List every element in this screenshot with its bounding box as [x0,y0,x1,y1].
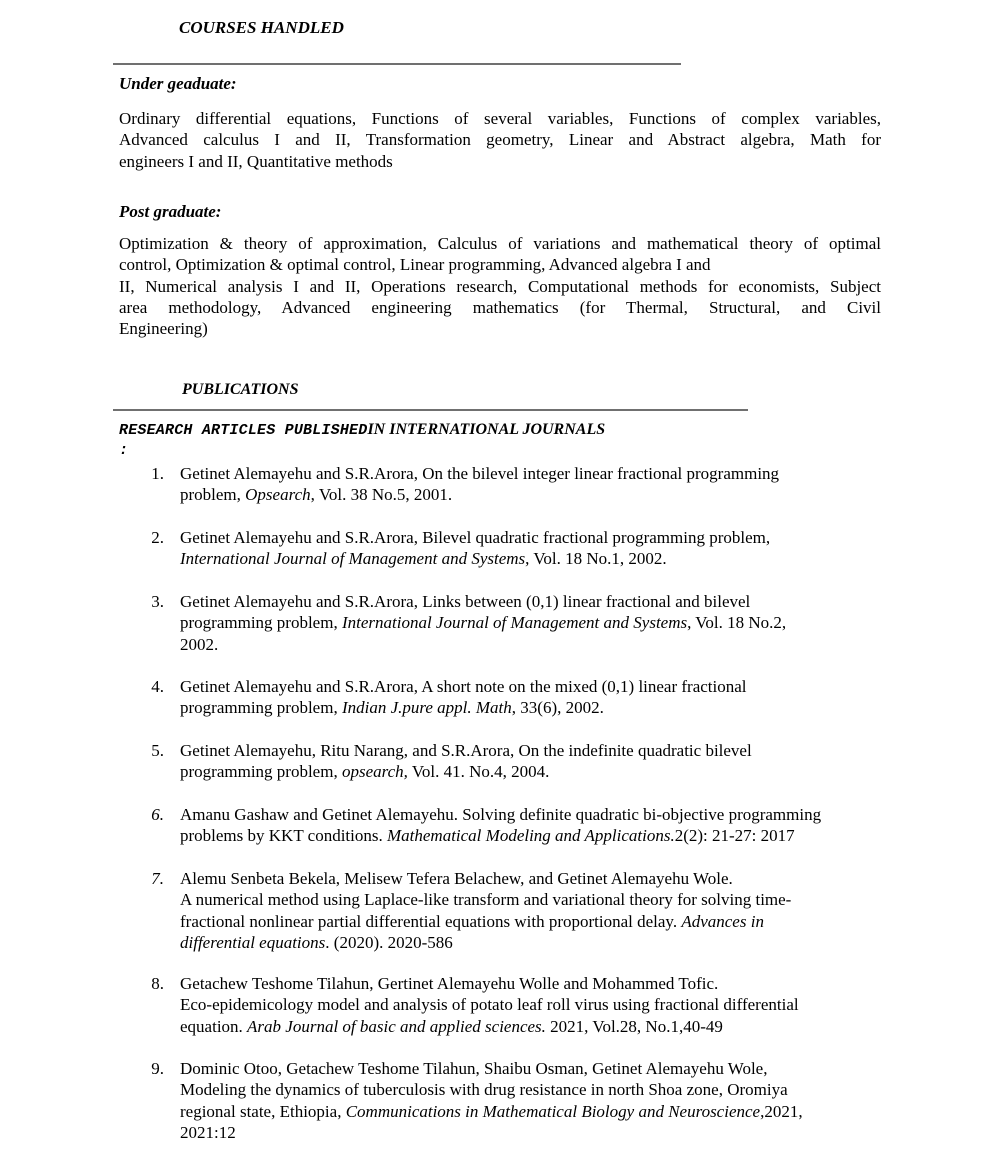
citation-line: Alemu Senbeta Bekela, Melisew Tefera Belachew, and Getinet Alemayehu Wole. [180,869,733,888]
citation-line: Dominic Otoo, Getachew Teshome Tilahun, Shaibu Osman, Getinet Alemayehu Wole, [180,1059,768,1078]
citation-line: Getinet Alemayehu and S.R.Arora, On the bilevel integer linear fractional programming [180,464,780,483]
publications-title: PUBLICATIONS [182,381,299,398]
citation-line: equation. Arab Journal of basic and applied sciences. 2021, Vol.28, No.1,40-49 [180,1016,723,1036]
text-line: Engineering) [119,319,208,339]
citation-line: problems by KKT conditions. Mathematical Modeling and Applications.2(2): 21-27: 2017 [180,826,795,846]
citation-line: A numerical method using Laplace-like transform and variational theory for solving time- [180,890,792,910]
journal-name: Indian J.pure appl. Math [341,698,512,718]
research-articles-heading [119,421,605,439]
text-line: II, Numerical analysis I and II, Operations research, Computational methods for economists, Subject [119,276,881,296]
item-number: 9. [151,1059,164,1078]
citation-line: fractional nonlinear partial differential equations with proportional delay. Advances in [180,911,764,931]
item-number: 8. [151,974,164,993]
citation-line: programming problem, International Journal of Management and Systems, Vol. 18 No.2, [180,613,787,633]
item-number: 1. [151,464,164,483]
citation-line: regional state, Ethiopia, Communications in Mathematical Biology and Neuroscience,2021, [180,1101,803,1121]
item-number: 6. [151,805,164,824]
citation-line: Amanu Gashaw and Getinet Alemayehu. Solving definite quadratic bi-objective programming [180,805,822,824]
postgraduate-heading: Post graduate: [119,202,222,221]
item-number: 4. [151,677,164,696]
research-heading-colon: : [119,442,129,459]
citation-line: 2002. [180,634,219,654]
citation-line: Getinet Alemayehu and S.R.Arora, Links between (0,1) linear fractional and bilevel [180,592,751,611]
journal-name: Communications in Mathematical Biology and Neuroscience [345,1101,761,1121]
citation-line: Modeling the dynamics of tuberculosis with drug resistance in north Shoa zone, Oromiya [180,1080,788,1100]
item-number: 7. [151,869,164,888]
undergraduate-heading: Under geaduate: [119,74,237,93]
citation-line: programming problem, opsearch, Vol. 41. No.4, 2004. [180,762,550,782]
text-line: Ordinary differential equations, Functions of several variables, Functions of complex variables, [119,109,881,128]
text-line: Optimization & theory of approximation, Calculus of variations and mathematical theory of optimal [119,234,881,253]
citation-line: Eco-epidemicology model and analysis of potato leaf roll virus using fractional differential [180,995,799,1015]
journal-name: Opsearch [245,485,311,505]
journal-name: differential equations [180,932,326,952]
citation-line: 2021:12 [180,1122,236,1142]
text-line: control, Optimization & optimal control, Linear programming, Advanced algebra I and [119,255,711,275]
item-number: 3. [151,592,164,611]
citation-line: problem, Opsearch, Vol. 38 No.5, 2001. [180,485,453,505]
undergraduate-courses-paragraph [119,108,881,172]
section-divider [113,409,748,411]
citation-line: Getachew Teshome Tilahun, Gertinet Alemayehu Wolle and Mohammed Tofic. [180,974,719,993]
journal-name: Advances in [681,911,764,931]
text-line: area methodology, Advanced engineering mathematics (for Thermal, Structural, and Civil [119,297,881,317]
text-line: engineers I and II, Quantitative methods [119,151,393,171]
journal-name: opsearch, [341,762,408,782]
postgraduate-courses-paragraph [119,233,881,339]
item-number: 5. [151,741,164,760]
section-divider [113,63,681,65]
journal-name: International Journal of Management and Systems [180,549,526,569]
citation-line: Getinet Alemayehu, Ritu Narang, and S.R.Arora, On the indefinite quadratic bilevel [180,741,752,760]
item-number: 2. [151,528,164,547]
citation-line: programming problem, Indian J.pure appl. Math, 33(6), 2002. [180,698,604,718]
citation-line: International Journal of Management and Systems, Vol. 18 No.1, 2002. [180,549,667,569]
research-heading-italic: IN INTERNATIONAL JOURNALS [367,421,606,438]
journal-name: Mathematical Modeling and Applications. [386,826,675,846]
text-line: Advanced calculus I and II, Transformation geometry, Linear and Abstract algebra, Math for [119,130,881,150]
journal-name: International Journal of Management and Systems [341,613,688,633]
research-heading-mono: RESEARCH ARTICLES PUBLISHED [119,422,368,439]
courses-handled-title: COURSES HANDLED [179,18,344,37]
journal-name: Arab Journal of basic and applied sciences. [247,1016,546,1036]
citation-line: differential equations. (2020). 2020-586 [180,932,453,952]
citation-line: Getinet Alemayehu and S.R.Arora, A short note on the mixed (0,1) linear fractional [180,677,747,696]
citation-line: Getinet Alemayehu and S.R.Arora, Bilevel quadratic fractional programming problem, [180,528,771,547]
